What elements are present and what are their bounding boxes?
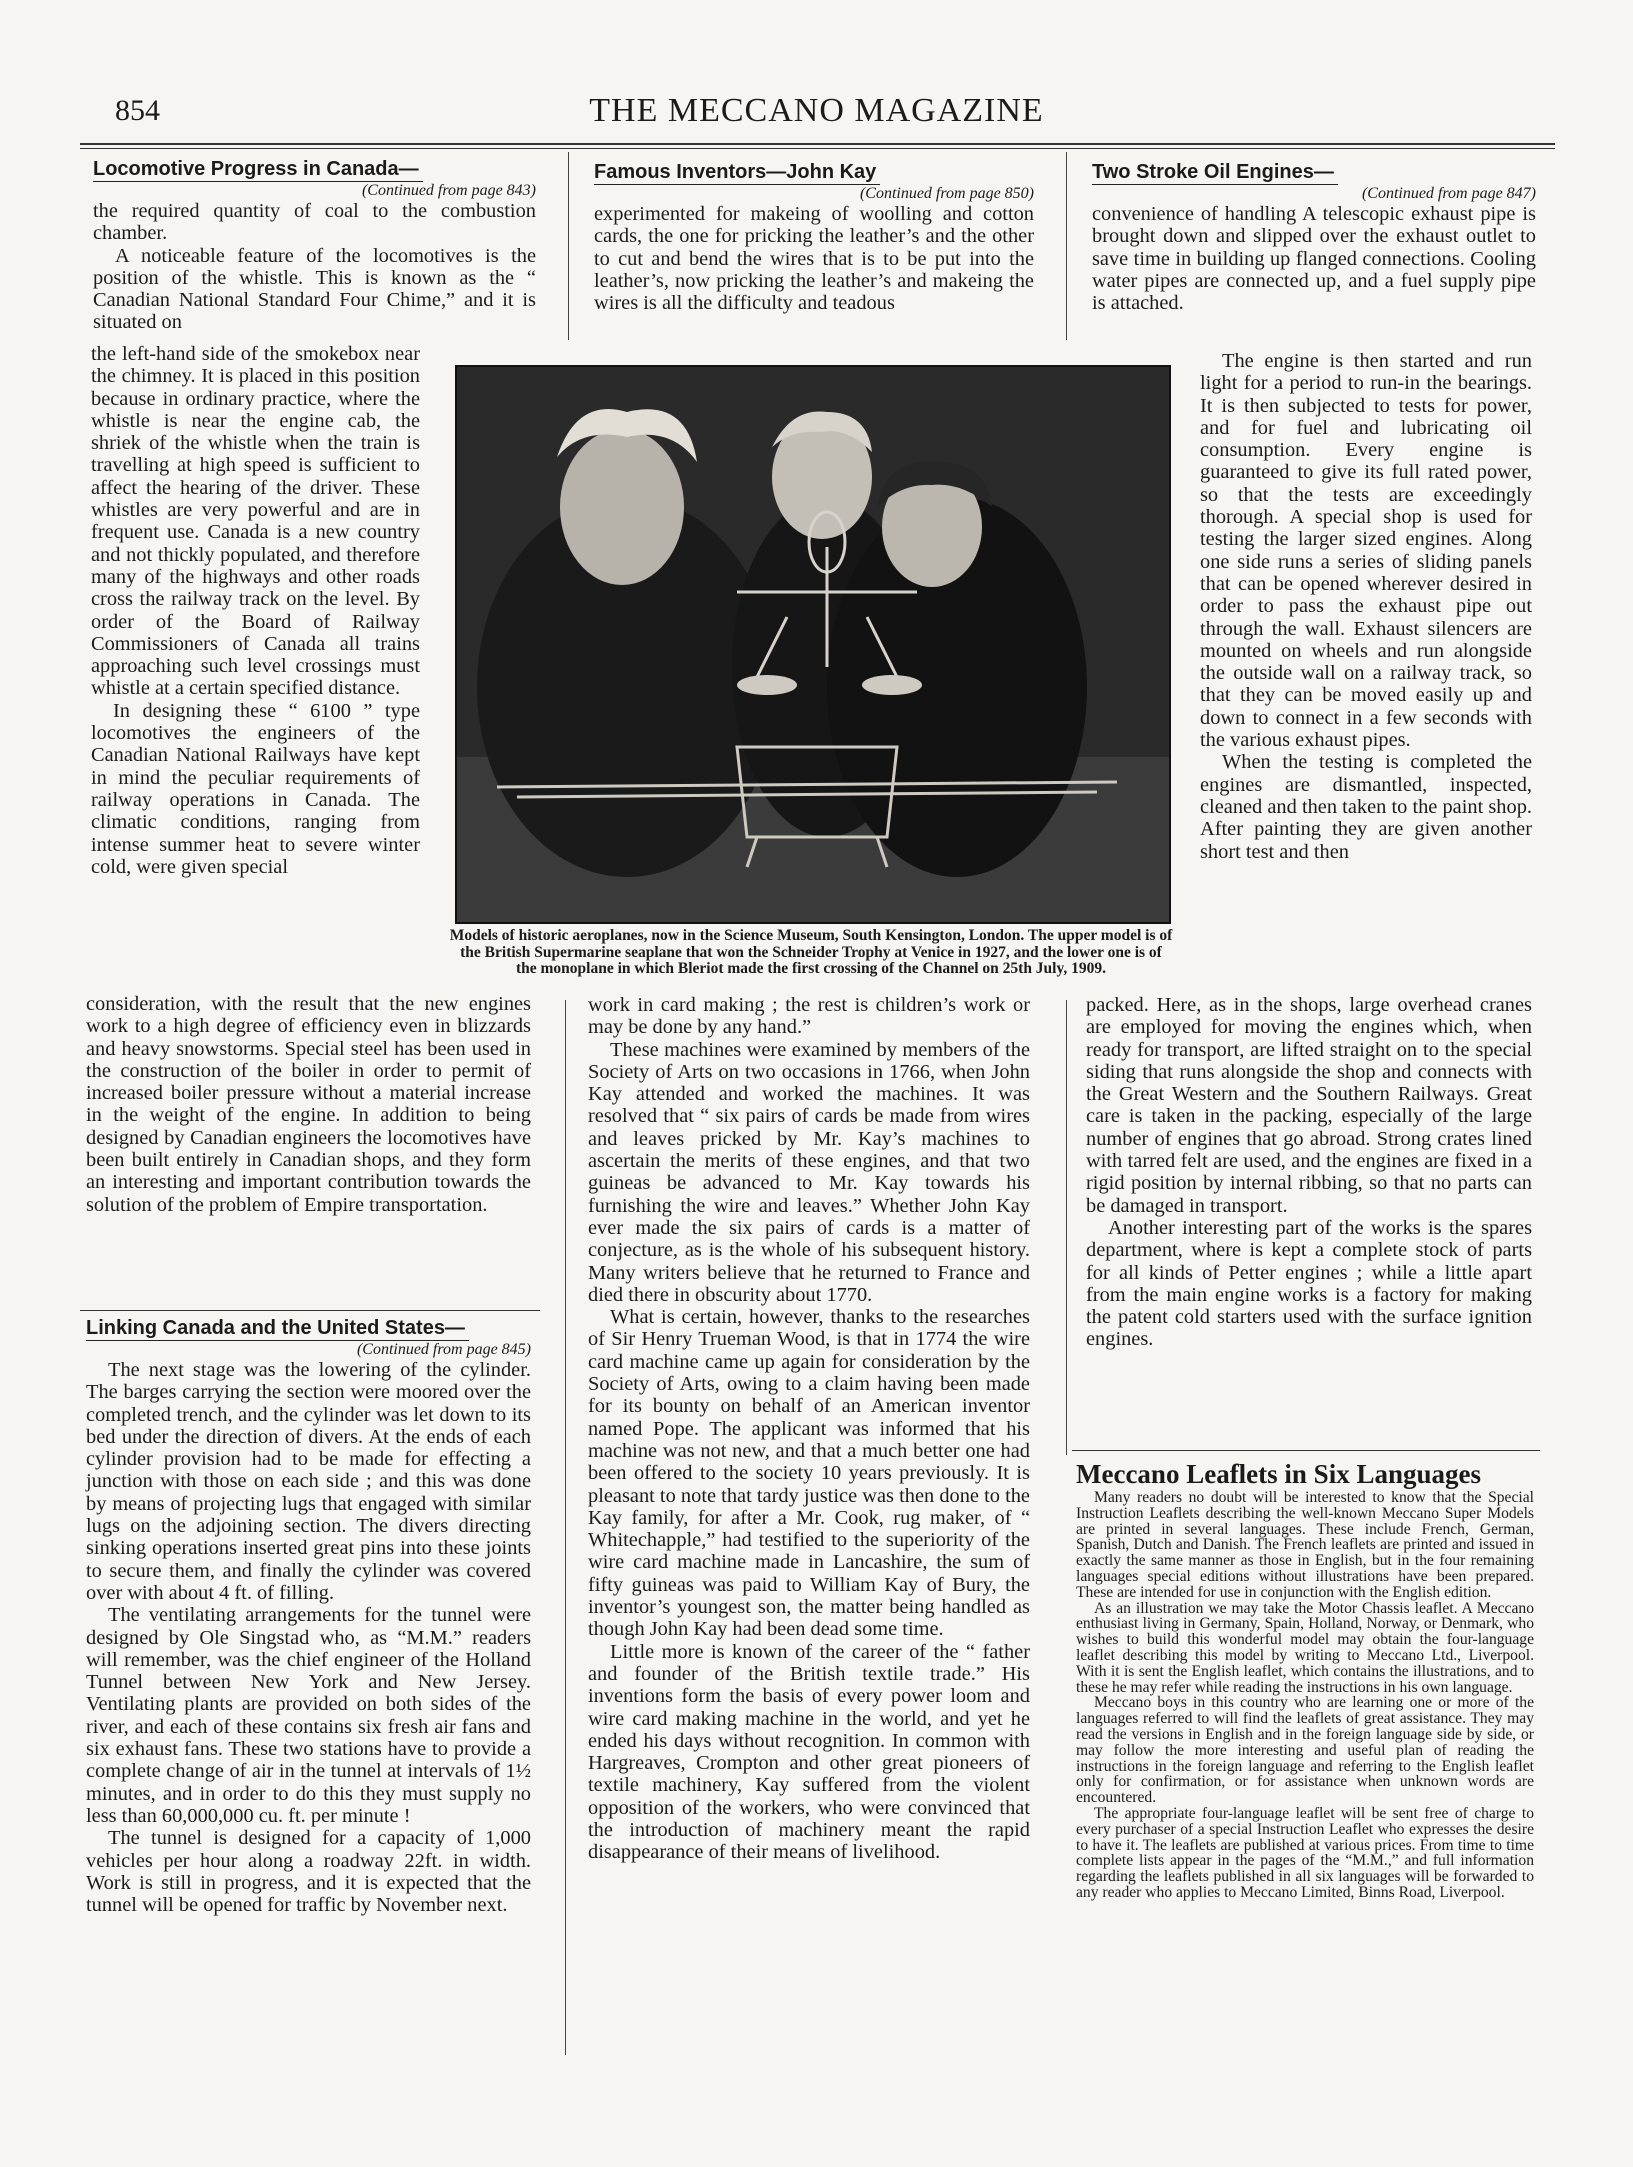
paragraph: The ventilating arrangements for the tunnel were designed by Ole Singstad who, as “M.M.” readers will remember, was the chief engineer of the Holland Tunnel between New York and New Jersey. Ventilating plants are provided on both sides of the river, and each of these contains six fresh air fans and six exhaust fans. These two stations have to provide a complete change of air in the tunnel at intervals of 1½ minutes, and in order to do this they must supply no less than 60,000,000 cu. ft. per minute ! — [86, 1604, 531, 1827]
continued-note: (Continued from page 850) — [859, 185, 1034, 202]
paragraph: What is certain, however, thanks to the researches of Sir Henry Trueman Wood, is that in 1774 the wire card machine came up again for consideration by the Society of Arts, owing to a claim having been made for its bounty on behalf of an American inventor named Pope. The applicant was informed that his machine was not new, and that a much better one had been offered to the society 10 years previously. It is pleasant to note that tardy justice was then done to the Kay family, for after a Mr. Cook, rug maker, of “ Whitechapple,” had testified to the superiority of the wire card machine made in Lancashire, the sum of fifty guineas was paid to William Kay of Bury, the inventor’s youngest son, the matter being handled as though John Kay had been dead some time. — [588, 1306, 1030, 1641]
paragraph: As an illustration we may take the Motor Chassis leaflet. A Meccano enthusiast living in Germany, Spain, Holland, Norway, or Denmark, who wishes to build this wonderful model may obtain the four-language leaflet describing this model by writing to Meccano Ltd., Liverpool. With it is sent the English leaflet, which contains the illustrations, and to these he may refer while reading the instructions in his own language. — [1076, 1599, 1534, 1696]
article-meccano-leaflets — [1076, 1458, 1534, 1901]
article-two-stroke-wrap — [1200, 350, 1532, 863]
magazine-title: THE MECCANO MAGAZINE — [589, 92, 1044, 129]
paragraph: The appropriate four-language leaflet will be sent free of charge to every purchaser of a special Instruction Leaflet who expresses the desire to have it. The leaflets are published at various prices. From time to time complete lists appear in the pages of the “M.M.,” and full information regarding the leaflets published in all six languages will be forwarded to any reader who applies to Meccano Limited, Binns Road, Liverpool. — [1076, 1804, 1534, 1901]
paragraph: The engine is then started and run light for a period to run-in the bearings. It is then subjected to tests for power, and for fuel and lubricating oil consumption. Every engine is guaranteed to give its full rated power, so that the tests are exceedingly thorough. A special shop is used for testing the larger sized engines. Along one side runs a series of sliding panels that can be opened wherever desired in order to pass the exhaust pipe out through the wall. Exhaust silencers are mounted on wheels and run alongside the outside wall on a railway track, so that they can be moved easily up and down to connect in a few seconds with the various exhaust pipes. — [1200, 350, 1532, 752]
paragraph: the left-hand side of the smokebox near the chimney. It is placed in this position because in ordinary practice, where the whistle is near the engine cab, the shriek of the whistle when the train is travelling at high speed is sufficient to affect the hearing of the driver. These whistles are very powerful and are in frequent use. Canada is a new country and not thickly populated, and therefore many of the highways and other roads cross the railway track on the level. By order of the Board of Railway Commissioners of Canada all trains approaching such level crossings must whistle at a certain specified distance. — [91, 343, 420, 700]
paragraph: Another interesting part of the works is the spares department, where is kept a complete stock of parts for all kinds of Petter engines ; while a little apart from the main engine works is a factory for making the patent cold starters used with the surface ignition engines. — [1086, 1216, 1532, 1351]
article-locomotive-progress-wrap — [91, 343, 420, 878]
paragraph: The next stage was the lowering of the cylinder. The barges carrying the section were moored over the completed trench, and the cylinder was let down to its bed under the direction of divers. At the ends of each cylinder provision had to be made for effecting a junction with those on each side ; and this was done by means of projecting lugs that engaged with similar lugs on the adjoining section. The divers directing sinking operations inserted great pins into these joints to secure them, and finally the cylinder was covered over with about 4 ft. of filling. — [86, 1359, 531, 1604]
paragraph: work in card making ; the rest is children’s work or may be done by any hand.” — [588, 994, 1030, 1039]
paragraph: The tunnel is designed for a capacity of 1,000 vehicles per hour along a roadway 22ft. in width. Work is still in progress, and it is expected that the tunnel will be opened for traffic by November next. — [86, 1827, 531, 1917]
article-two-stroke-oil-engines — [1092, 160, 1536, 314]
photo-illustration — [457, 367, 1169, 922]
paragraph: experimented for makeing of woolling and cotton cards, the one for pricking the leather’s and the other to cut and bend the wires that is to be put into the leather’s, now pricking the leather’s and makeing the wires is all the difficulty and teadous — [594, 203, 1034, 315]
paragraph: A noticeable feature of the locomotives is the position of the whistle. This is known as the “ Canadian National Standard Four Chime,” and it is situated on — [93, 244, 536, 334]
continued-note: (Continued from page 845) — [356, 1341, 531, 1358]
paragraph: convenience of handling A telescopic exhaust pipe is brought down and slipped over the exhaust outlet to save time in building up flanged connections. Cooling water pipes are connected up, and a fuel supply pipe is attached. — [1092, 203, 1536, 315]
leaflets-title: Meccano Leaflets in Six Languages — [1076, 1459, 1481, 1489]
paragraph: the required quantity of coal to the combustion chamber. — [93, 200, 536, 245]
article-linking-canada — [86, 1316, 531, 1916]
article-heading: Two Stroke Oil Engines— — [1092, 160, 1338, 185]
header-rule — [80, 143, 1555, 145]
continued-note: (Continued from page 843) — [361, 182, 536, 199]
photo-caption: Models of historic aeroplanes, now in the Science Museum, South Kensington, London. The upper model is of the British Supermarine seaplane that won the Schneider Trophy at Venice in 1927, and the lower one is of the monoplane in which Bleriot made the first crossing of the Channel on 25th July, 1909. — [449, 927, 1173, 977]
article-john-kay — [594, 160, 1034, 314]
article-heading: Famous Inventors—John Kay — [594, 160, 880, 185]
article-separator — [80, 1310, 540, 1311]
paragraph: These machines were examined by members of the Society of Arts on two occasions in 1766, when John Kay attended and worked the machines. It was resolved that “ six pairs of cards be made from wires and leaves pricked by Mr. Kay’s machines to ascertain the merits of these engines, and that two guineas be advanced to Mr. Kay towards his furnishing the wire and leaves.” Whether John Kay ever made the six pairs of cards is a matter of conjecture, as is the whole of his subsequent history. Many writers believe that he returned to France and died there in obscurity about 1770. — [588, 1038, 1030, 1306]
aeroplane-models-photo — [455, 365, 1171, 924]
continued-note: (Continued from page 847) — [1361, 185, 1536, 202]
leaflets-body — [1076, 1490, 1534, 1901]
paragraph: Little more is known of the career of the “ father and founder of the British textile trade.” His inventions form the basis of every power loom and wire card making machine in the world, and yet he ended his days without recognition. In common with Hargreaves, Crompton and other great pioneers of textile machinery, Kay suffered from the violent opposition of the workers, who were convinced that the introduction of machinery meant the rapid disappearance of their means of livelihood. — [588, 1640, 1030, 1864]
column-divider-left-bottom — [565, 1000, 566, 2055]
paragraph: packed. Here, as in the shops, large overhead cranes are employed for moving the engines which, when ready for transport, are lifted straight on to the special siding that runs alongside the shop and connects with the Great Western and the Southern Railways. Great care is taken in the packing, especially of the large number of engines that go abroad. Strong crates lined with tarred felt are used, and the engines are fixed in a rigid position by internal ribbing, so that no parts can be damaged in transport. — [1086, 994, 1532, 1217]
article-locomotive-progress — [93, 157, 536, 334]
page-number: 854 — [115, 94, 160, 127]
article-separator — [1072, 1450, 1540, 1451]
paragraph: Meccano boys in this country who are learning one or more of the languages referred to will find the leaflets of great assistance. They may read the versions in English and in the foreign language side by side, or may follow the more interesting and useful plan of reading the instructions in the foreign language and referring to the English leaflet only for confirmation, or for assistance when unknown words are encountered. — [1076, 1694, 1534, 1807]
article-john-kay-continued — [588, 994, 1030, 1864]
column-divider-right-bottom — [1066, 1000, 1067, 1455]
paragraph: When the testing is completed the engines are dismantled, inspected, cleaned and then taken to the paint shop. After painting they are given another short test and then — [1200, 751, 1532, 863]
header-rule-thin — [80, 148, 1555, 149]
paragraph: Many readers no doubt will be interested to know that the Special Instruction Leaflets describing the well-known Meccano Super Models are printed in several languages. These include French, German, Spanish, Dutch and Danish. The French leaflets are printed and issued in exactly the same manner as those in English, but in the four remaining languages special editions without illustrations have been prepared. These are intended for use in conjunction with the English edition. — [1076, 1489, 1534, 1601]
column-divider-right-top — [1066, 152, 1067, 340]
column-divider-left-top — [568, 152, 569, 340]
article-heading: Locomotive Progress in Canada— — [93, 157, 423, 182]
article-heading: Linking Canada and the United States— — [86, 1316, 469, 1341]
article-two-stroke-continued — [1086, 994, 1532, 1351]
paragraph: consideration, with the result that the new engines work to a high degree of efficiency even in blizzards and heavy snowstorms. Special steel has been used in the construction of the boiler in order to permit of increased boiler pressure without a material increase in the weight of the engine. In addition to being designed by Canadian engineers the locomotives have been built entirely in Canadian shops, and they form an interesting and important contribution towards the solution of the problem of Empire transportation. — [86, 993, 531, 1216]
article-locomotive-progress-end — [86, 993, 531, 1216]
paragraph: In designing these “ 6100 ” type locomotives the engineers of the Canadian National Railways have kept in mind the peculiar requirements of railway operations in Canada. The climatic conditions, ranging from intense summer heat to severe winter cold, were given special — [91, 699, 420, 878]
